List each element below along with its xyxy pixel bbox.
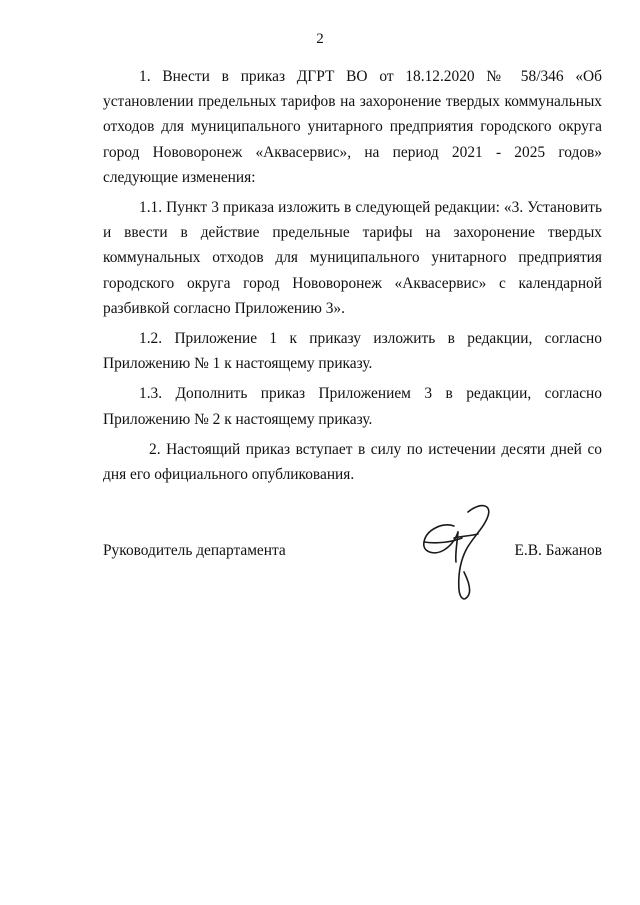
signer-role: Руководитель департамента [103, 542, 286, 559]
page-number: 2 [316, 31, 324, 47]
paragraph-2: 2. Настоящий приказ вступает в силу по истечении десяти дней со дня его официального опубликования. [103, 440, 602, 484]
paragraph-1: 1. Внести в приказ ДГРТ ВО от 18.12.2020 № 58/346 «Об установлении предельных тарифов на захоронение твердых коммунальных отходов для муниципального унитарного предприятия городского округа город Нововоронеж «Аквасервис», на период 2021 - 2025 годов» следующие изменения: [103, 68, 602, 186]
document-body [103, 64, 602, 487]
signer-name: Е.В. Бажанов [514, 542, 602, 559]
paragraph-1-2: 1.2. Приложение 1 к приказу изложить в редакции, согласно Приложению № 1 к настоящему приказу. [103, 330, 602, 373]
handwritten-signature-icon [418, 498, 498, 606]
paragraph-1-1: 1.1. Пункт 3 приказа изложить в следующей редакции: «3. Установить и ввести в действие предельные тарифы на захоронение твердых коммунальных отходов для муниципального унитарного предприятия городского округа город Нововоронеж «Аквасервис» с календарной разбивкой согласно Приложению 3». [103, 199, 602, 317]
paragraph-1-3: 1.3. Дополнить приказ Приложением 3 в редакции, согласно Приложению № 2 к настоящему приказу. [103, 385, 602, 428]
signature-block [103, 538, 602, 564]
